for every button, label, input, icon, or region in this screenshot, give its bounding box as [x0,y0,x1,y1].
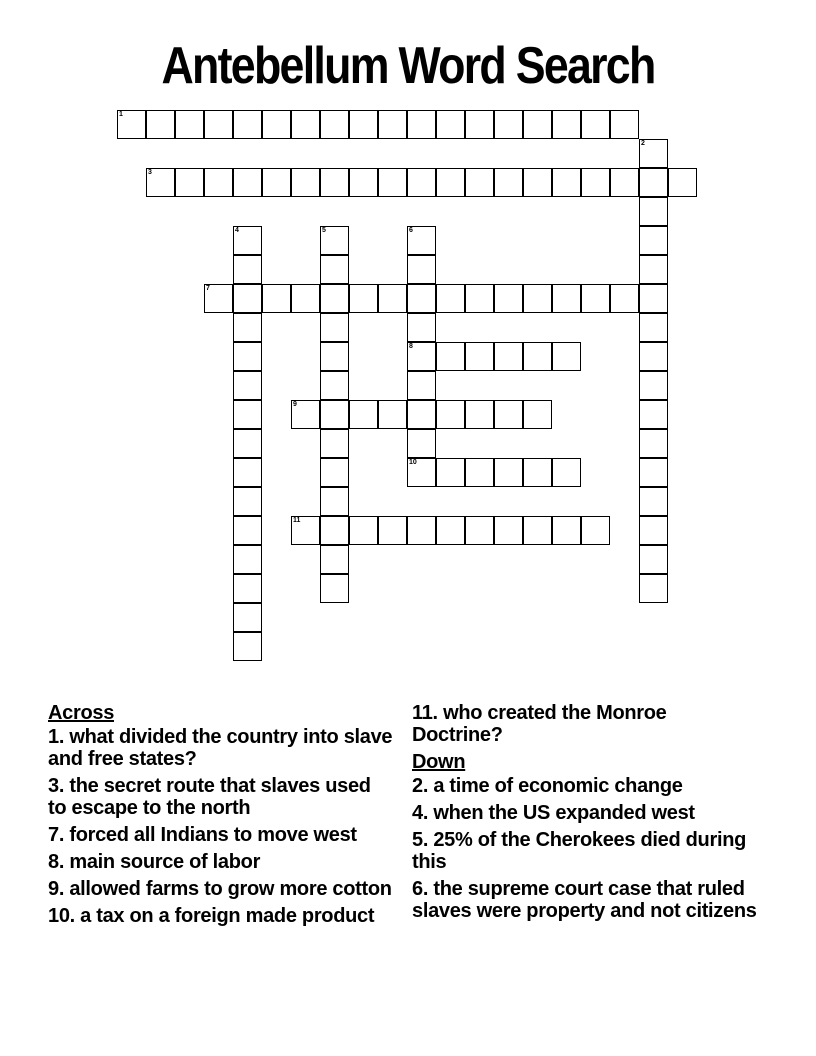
grid-cell[interactable] [552,458,581,487]
grid-cell[interactable] [494,342,523,371]
grid-cell[interactable] [407,168,436,197]
grid-cell[interactable] [639,255,668,284]
grid-cell[interactable] [523,110,552,139]
grid-cell[interactable] [320,313,349,342]
grid-cell[interactable] [639,429,668,458]
grid-cell[interactable] [349,284,378,313]
grid-cell[interactable] [639,458,668,487]
grid-cell[interactable] [639,371,668,400]
grid-cell[interactable] [407,458,436,487]
grid-cell[interactable] [436,342,465,371]
grid-cell[interactable] [436,284,465,313]
grid-cell[interactable] [291,284,320,313]
grid-cell[interactable] [494,168,523,197]
grid-cell[interactable] [639,313,668,342]
clues-left-column [48,702,393,932]
grid-cell[interactable] [204,168,233,197]
grid-cell[interactable] [465,400,494,429]
page-title: Antebellum Word Search [161,37,655,95]
clue-number: 3 [148,169,152,176]
grid-cell[interactable] [581,516,610,545]
grid-cell[interactable] [175,110,204,139]
clue-number: 5 [322,227,326,234]
clue-item-number: 1. [48,726,65,748]
clue-item [412,702,757,746]
grid-cell[interactable] [349,516,378,545]
grid-cell[interactable] [523,516,552,545]
grid-cell[interactable] [117,110,146,139]
grid-cell[interactable] [291,516,320,545]
grid-cell[interactable] [639,168,668,197]
clue-item-number: 9. [48,878,65,900]
clue-item-number: 6. [412,878,429,900]
down-clue-list [412,775,757,922]
clue-item [412,775,757,797]
grid-cell[interactable] [581,110,610,139]
grid-cell[interactable] [494,284,523,313]
grid-cell[interactable] [320,284,349,313]
grid-cell[interactable] [233,603,262,632]
grid-cell[interactable] [320,168,349,197]
grid-cell[interactable] [320,429,349,458]
grid-cell[interactable] [552,516,581,545]
grid-cell[interactable] [639,197,668,226]
clue-item-text: a tax on a foreign made product [74,905,375,927]
grid-cell[interactable] [233,255,262,284]
across-clue-list [48,726,393,927]
clue-item-text: 25% of the Cherokees died during this [412,829,747,873]
grid-cell[interactable] [204,284,233,313]
grid-cell[interactable] [233,110,262,139]
grid-cell[interactable] [233,632,262,661]
grid-cell[interactable] [146,168,175,197]
grid-cell[interactable] [639,226,668,255]
grid-cell[interactable] [523,458,552,487]
grid-cell[interactable] [407,400,436,429]
grid-cell[interactable] [436,110,465,139]
grid-cell[interactable] [465,516,494,545]
clue-item-text: who created the Monroe Doctrine? [412,702,667,746]
grid-cell[interactable] [233,168,262,197]
grid-cell[interactable] [639,545,668,574]
clue-item-number: 4. [412,802,429,824]
grid-cell[interactable] [465,110,494,139]
down-heading: Down [412,751,466,773]
clue-item-text: the secret route that slaves used to escape to the north [48,775,371,819]
clue-number: 4 [235,227,239,234]
grid-cell[interactable] [407,226,436,255]
grid-cell[interactable] [639,487,668,516]
grid-cell[interactable] [320,545,349,574]
grid-cell[interactable] [204,110,233,139]
grid-cell[interactable] [465,284,494,313]
clue-item [48,726,393,770]
clue-item-text: forced all Indians to move west [64,824,357,846]
grid-cell[interactable] [523,342,552,371]
clue-number: 2 [641,140,645,147]
clue-number: 10 [409,459,417,466]
grid-cell[interactable] [610,284,639,313]
grid-cell[interactable] [233,371,262,400]
clue-item-text: the supreme court case that ruled slaves were property and not citizens [412,878,757,922]
clue-item-text: when the US expanded west [428,802,695,824]
grid-cell[interactable] [291,110,320,139]
grid-cell[interactable] [639,284,668,313]
grid-cell[interactable] [436,168,465,197]
grid-cell[interactable] [465,342,494,371]
grid-cell[interactable] [146,110,175,139]
grid-cell[interactable] [233,545,262,574]
grid-cell[interactable] [233,226,262,255]
grid-cell[interactable] [262,110,291,139]
grid-cell[interactable] [523,168,552,197]
grid-cell[interactable] [320,226,349,255]
grid-cell[interactable] [552,110,581,139]
clue-number: 8 [409,343,413,350]
clue-item [48,824,393,846]
clue-item-text: allowed farms to grow more cotton [64,878,392,900]
grid-cell[interactable] [320,255,349,284]
grid-cell[interactable] [494,458,523,487]
clue-item [48,905,393,927]
grid-cell[interactable] [407,516,436,545]
across-heading: Across [48,702,115,724]
grid-cell[interactable] [465,168,494,197]
grid-cell[interactable] [639,574,668,603]
clue-number: 7 [206,285,210,292]
grid-cell[interactable] [552,284,581,313]
grid-cell[interactable] [320,516,349,545]
grid-cell[interactable] [436,516,465,545]
grid-cell[interactable] [378,400,407,429]
clue-number: 9 [293,401,297,408]
clue-item-number: 11. [412,702,438,724]
clue-item-number: 7. [48,824,65,846]
clues-right-column [412,702,757,927]
grid-cell[interactable] [407,313,436,342]
across-clue-list-continued [412,702,757,746]
clue-item [412,802,757,824]
clue-item-text: what divided the country into slave and free states? [48,726,393,770]
grid-cell[interactable] [262,168,291,197]
grid-cell[interactable] [552,168,581,197]
grid-cell[interactable] [407,110,436,139]
grid-cell[interactable] [523,284,552,313]
grid-cell[interactable] [407,255,436,284]
grid-cell[interactable] [320,487,349,516]
grid-cell[interactable] [407,371,436,400]
grid-cell[interactable] [494,400,523,429]
grid-cell[interactable] [175,168,204,197]
grid-cell[interactable] [291,400,320,429]
grid-cell[interactable] [639,516,668,545]
grid-cell[interactable] [233,400,262,429]
clue-number: 6 [409,227,413,234]
clue-item [412,878,757,922]
grid-cell[interactable] [320,371,349,400]
grid-cell[interactable] [233,284,262,313]
grid-cell[interactable] [436,458,465,487]
grid-cell[interactable] [523,400,552,429]
grid-cell[interactable] [233,574,262,603]
grid-cell[interactable] [407,429,436,458]
grid-cell[interactable] [233,458,262,487]
grid-cell[interactable] [494,516,523,545]
grid-cell[interactable] [378,168,407,197]
clue-item [412,829,757,873]
grid-cell[interactable] [581,284,610,313]
grid-cell[interactable] [320,574,349,603]
grid-cell[interactable] [349,400,378,429]
clue-item [48,878,393,900]
grid-cell[interactable] [233,429,262,458]
grid-cell[interactable] [349,110,378,139]
grid-cell[interactable] [233,342,262,371]
clue-number: 11 [293,517,301,524]
grid-cell[interactable] [320,400,349,429]
grid-cell[interactable] [610,110,639,139]
grid-cell[interactable] [320,458,349,487]
grid-cell[interactable] [378,516,407,545]
grid-cell[interactable] [320,110,349,139]
grid-cell[interactable] [378,284,407,313]
grid-cell[interactable] [465,458,494,487]
grid-cell[interactable] [639,139,668,168]
clue-item-number: 3. [48,775,65,797]
grid-cell[interactable] [639,400,668,429]
clue-number: 1 [119,111,123,118]
grid-cell[interactable] [436,400,465,429]
grid-cell[interactable] [291,168,320,197]
clue-item-number: 10. [48,905,75,927]
grid-cell[interactable] [668,168,697,197]
grid-cell[interactable] [233,313,262,342]
clue-item [48,851,393,873]
clue-item-number: 8. [48,851,65,873]
grid-cell[interactable] [407,342,436,371]
clue-item-number: 2. [412,775,429,797]
grid-cell[interactable] [639,342,668,371]
grid-cell[interactable] [233,516,262,545]
clue-item [48,775,393,819]
grid-cell[interactable] [494,110,523,139]
grid-cell[interactable] [320,342,349,371]
grid-cell[interactable] [378,110,407,139]
grid-cell[interactable] [552,342,581,371]
clue-item-text: main source of labor [64,851,261,873]
grid-cell[interactable] [262,284,291,313]
grid-cell[interactable] [233,487,262,516]
clue-item-text: a time of economic change [428,775,683,797]
grid-cell[interactable] [407,284,436,313]
clue-item-number: 5. [412,829,429,851]
grid-cell[interactable] [610,168,639,197]
grid-cell[interactable] [581,168,610,197]
grid-cell[interactable] [349,168,378,197]
